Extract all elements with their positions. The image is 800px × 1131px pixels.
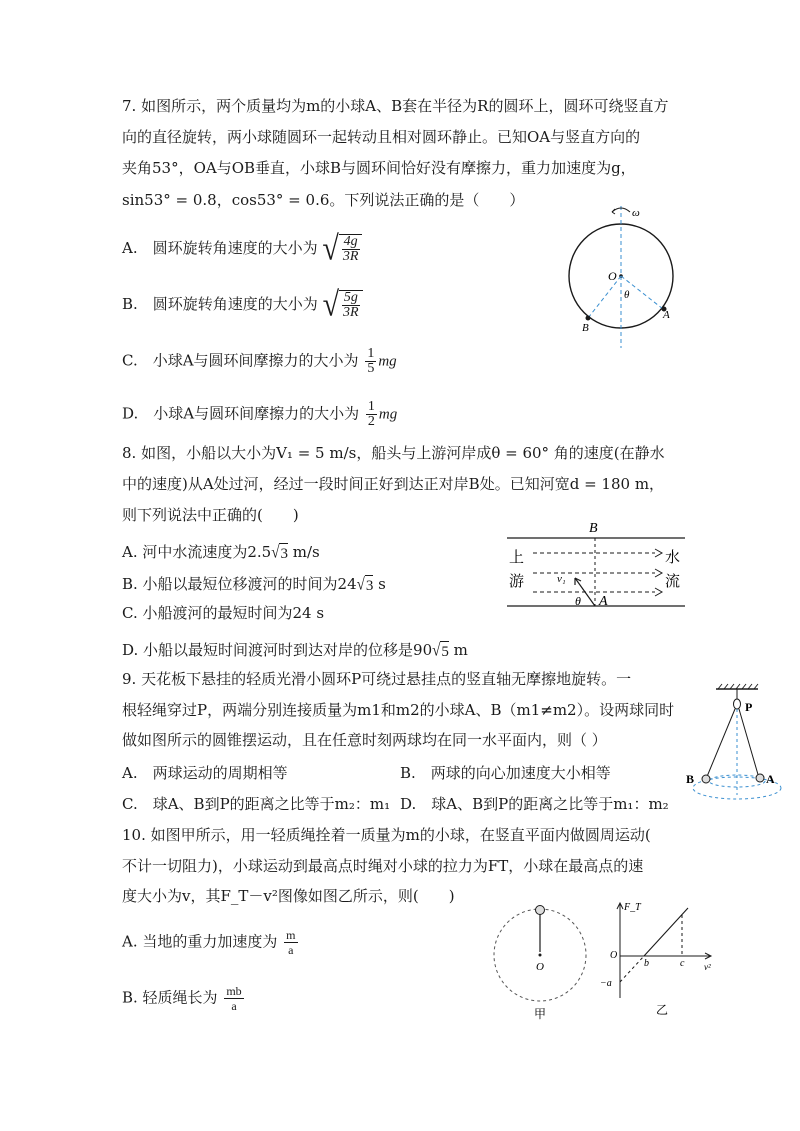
- ball-a-label: A: [766, 772, 775, 786]
- q7-ring-figure: [560, 200, 700, 350]
- q9-stem-line-1: 9. 天花板下悬挂的轻质光滑小圆环P可绕过悬挂点的竖直轴无摩擦地旋转。一: [122, 670, 632, 688]
- q10-figure-yi: [600, 898, 735, 1023]
- q7-option-d: [122, 400, 397, 429]
- theta-label: θ: [575, 594, 581, 608]
- q10-option-a-den: a: [288, 943, 294, 957]
- y-axis-label: F_T: [624, 902, 641, 913]
- q7-stem-line-2: 向的直径旋转，两小球随圆环一起转动且相对圆环静止。已知OA与竖直方向的: [122, 128, 641, 146]
- q7-option-c-text: C. 小球A与圆环间摩擦力的大小为: [122, 351, 359, 370]
- downstream-label-1: 水: [665, 550, 681, 566]
- q7-stem-line-1: 7. 如图所示，两个质量均为m的小球A、B套在半径为R的圆环上，圆环可绕竖直方: [122, 97, 669, 115]
- q7-option-d-den: 2: [367, 414, 375, 429]
- q10-stem-line-1: 10. 如图甲所示，用一轻质绳拴着一质量为m的小球，在竖直平面内做圆周运动(: [122, 826, 651, 844]
- caption-yi: 乙: [656, 1003, 669, 1017]
- center-label: O: [608, 269, 617, 283]
- q7-option-d-tail: mg: [378, 406, 398, 423]
- q9-option-c: C. 球A、B到P的距离之比等于m₂：m₁: [122, 795, 391, 813]
- q7-option-b-den: 3R: [343, 305, 359, 320]
- ring-p-label: P: [745, 700, 753, 714]
- q10-option-b: [122, 984, 246, 1013]
- q7-option-b-sqrt: √ $\frac{5g}{3R}$: [323, 290, 363, 320]
- point-a-label: A: [599, 594, 608, 609]
- v1-label: v₁: [557, 573, 566, 585]
- q8-river-figure: [505, 518, 695, 613]
- omega-label: ω: [632, 207, 640, 219]
- q7-stem-line-3: 夹角53°，OA与OB垂直，小球B与圆环间恰好没有摩擦力，重力加速度为g，: [122, 159, 636, 177]
- string-to-a: [739, 709, 759, 778]
- q7-option-a: [122, 229, 362, 268]
- q10-option-a: [122, 928, 300, 957]
- q9-option-d: D. 球A、B到P的距离之比等于m₁：m₂: [400, 795, 669, 813]
- q10-stem-line-3: 度大小为v，其F_T－v²图像如图乙所示，则( ): [122, 887, 455, 905]
- upstream-label-2: 游: [509, 574, 525, 590]
- graph-line-dashed: [620, 956, 644, 982]
- point-b-label: B: [589, 521, 598, 536]
- q8-option-a: A. 河中水流速度为2.5 √ 3 m/s: [122, 543, 320, 563]
- q7-option-b-text: B. 圆环旋转角速度的大小为: [122, 295, 318, 313]
- neg-a-label: −a: [600, 978, 612, 989]
- ball-b-label: B: [582, 322, 589, 334]
- ball-a: [756, 774, 764, 782]
- q7-option-c-tail: mg: [378, 353, 397, 370]
- q10-figure-jia: [490, 900, 600, 1020]
- b-label: b: [644, 958, 649, 969]
- ball-b-label: B: [686, 772, 695, 786]
- q10-option-b-text: B. 轻质绳长为: [122, 988, 218, 1007]
- ball: [536, 906, 545, 915]
- q8-option-d-radicand: 5: [440, 641, 449, 662]
- q8-option-d-pre: D. 小船以最短时间渡河时到达对岸的位移是90: [122, 641, 433, 659]
- q7-option-b: [122, 285, 363, 324]
- q9-pendulum-figure: [680, 683, 795, 808]
- q7-option-a-sqrt: √ $\frac{4g}{3R}$: [322, 234, 362, 264]
- origin-label: O: [610, 950, 618, 961]
- q7-option-d-text: D. 小球A与圆环间摩擦力的大小为: [122, 404, 360, 423]
- q7-option-a-text: A. 圆环旋转角速度的大小为: [122, 239, 318, 257]
- q9-option-b: B. 两球的向心加速度大小相等: [400, 764, 611, 782]
- q10-option-a-text: A. 当地的重力加速度为: [122, 932, 278, 951]
- ceiling-hatch: [718, 684, 758, 689]
- q9-option-a: A. 两球运动的周期相等: [122, 764, 288, 782]
- ball-b: [702, 775, 710, 783]
- q8-option-d: D. 小船以最短时间渡河时到达对岸的位移是90 √ 5 m: [122, 641, 468, 661]
- q7-option-c: [122, 347, 397, 376]
- q8-option-d-post: m: [448, 641, 468, 659]
- ball-a-label: A: [663, 309, 670, 321]
- q8-option-c: C. 小船渡河的最短时间为24 s: [122, 604, 325, 622]
- q10-option-b-den: a: [231, 999, 237, 1013]
- theta-label: θ: [624, 289, 630, 301]
- q8-stem-line-3: 则下列说法中正确的( ): [122, 506, 299, 524]
- q8-stem-line-2: 中的速度)从A处过河，经过一段时间正好到达正对岸B处。已知河宽d = 180 m，: [122, 475, 665, 493]
- q8-option-a-post: m/s: [287, 543, 320, 561]
- q10-option-a-num: m: [286, 928, 296, 942]
- center-point: [539, 954, 542, 957]
- q8-option-b-pre: B. 小船以最短位移渡河的时间为24: [122, 575, 357, 593]
- current-arrow-icon: [655, 549, 662, 596]
- q7-option-a-num: 4g: [343, 234, 358, 249]
- graph-line: [644, 908, 688, 956]
- downstream-label-2: 流: [665, 574, 681, 590]
- q8-option-b: B. 小船以最短位移渡河的时间为24 √ 3 s: [122, 575, 386, 595]
- q7-option-d-num: 1: [367, 399, 375, 414]
- center-label: O: [536, 961, 544, 973]
- caption-jia: 甲: [534, 1007, 547, 1020]
- q10-stem-line-2: 不计一切阻力)，小球运动到最高点时绳对小球的拉力为FT，小球在最高点的速: [122, 857, 644, 875]
- q7-option-b-num: 5g: [343, 290, 358, 305]
- q8-option-b-radicand: 3: [365, 575, 374, 596]
- ball-b: [586, 316, 591, 321]
- q8-option-a-pre: A. 河中水流速度为2.5: [122, 543, 272, 561]
- ring-p: [734, 699, 741, 709]
- x-axis-label: v²: [704, 962, 711, 972]
- q9-stem-line-2: 根轻绳穿过P，两端分别连接质量为m1和m2的小球A、B（m1≠m2）。设两球同时: [122, 701, 675, 719]
- q7-stem-line-4: sin53° = 0.8，cos53° = 0.6。下列说法正确的是（ ）: [122, 191, 525, 209]
- q7-option-c-num: 1: [367, 346, 375, 361]
- upstream-label-1: 上: [509, 550, 525, 566]
- q8-option-a-radicand: 3: [279, 543, 288, 564]
- q8-option-b-post: s: [373, 575, 386, 593]
- q8-stem-line-1: 8. 如图，小船以大小为V₁ = 5 m/s，船头与上游河岸成θ = 60° 角的速度(在静水: [122, 444, 665, 462]
- q10-option-b-num: mb: [226, 984, 242, 998]
- c-label: c: [680, 958, 685, 969]
- radius-ob: [588, 276, 621, 318]
- q7-option-c-den: 5: [367, 361, 375, 376]
- q9-stem-line-3: 做如图所示的圆锥摆运动，且在任意时刻两球均在同一水平面内，则（ ）: [122, 731, 607, 749]
- string-to-b: [706, 709, 735, 779]
- q7-option-a-den: 3R: [342, 249, 359, 264]
